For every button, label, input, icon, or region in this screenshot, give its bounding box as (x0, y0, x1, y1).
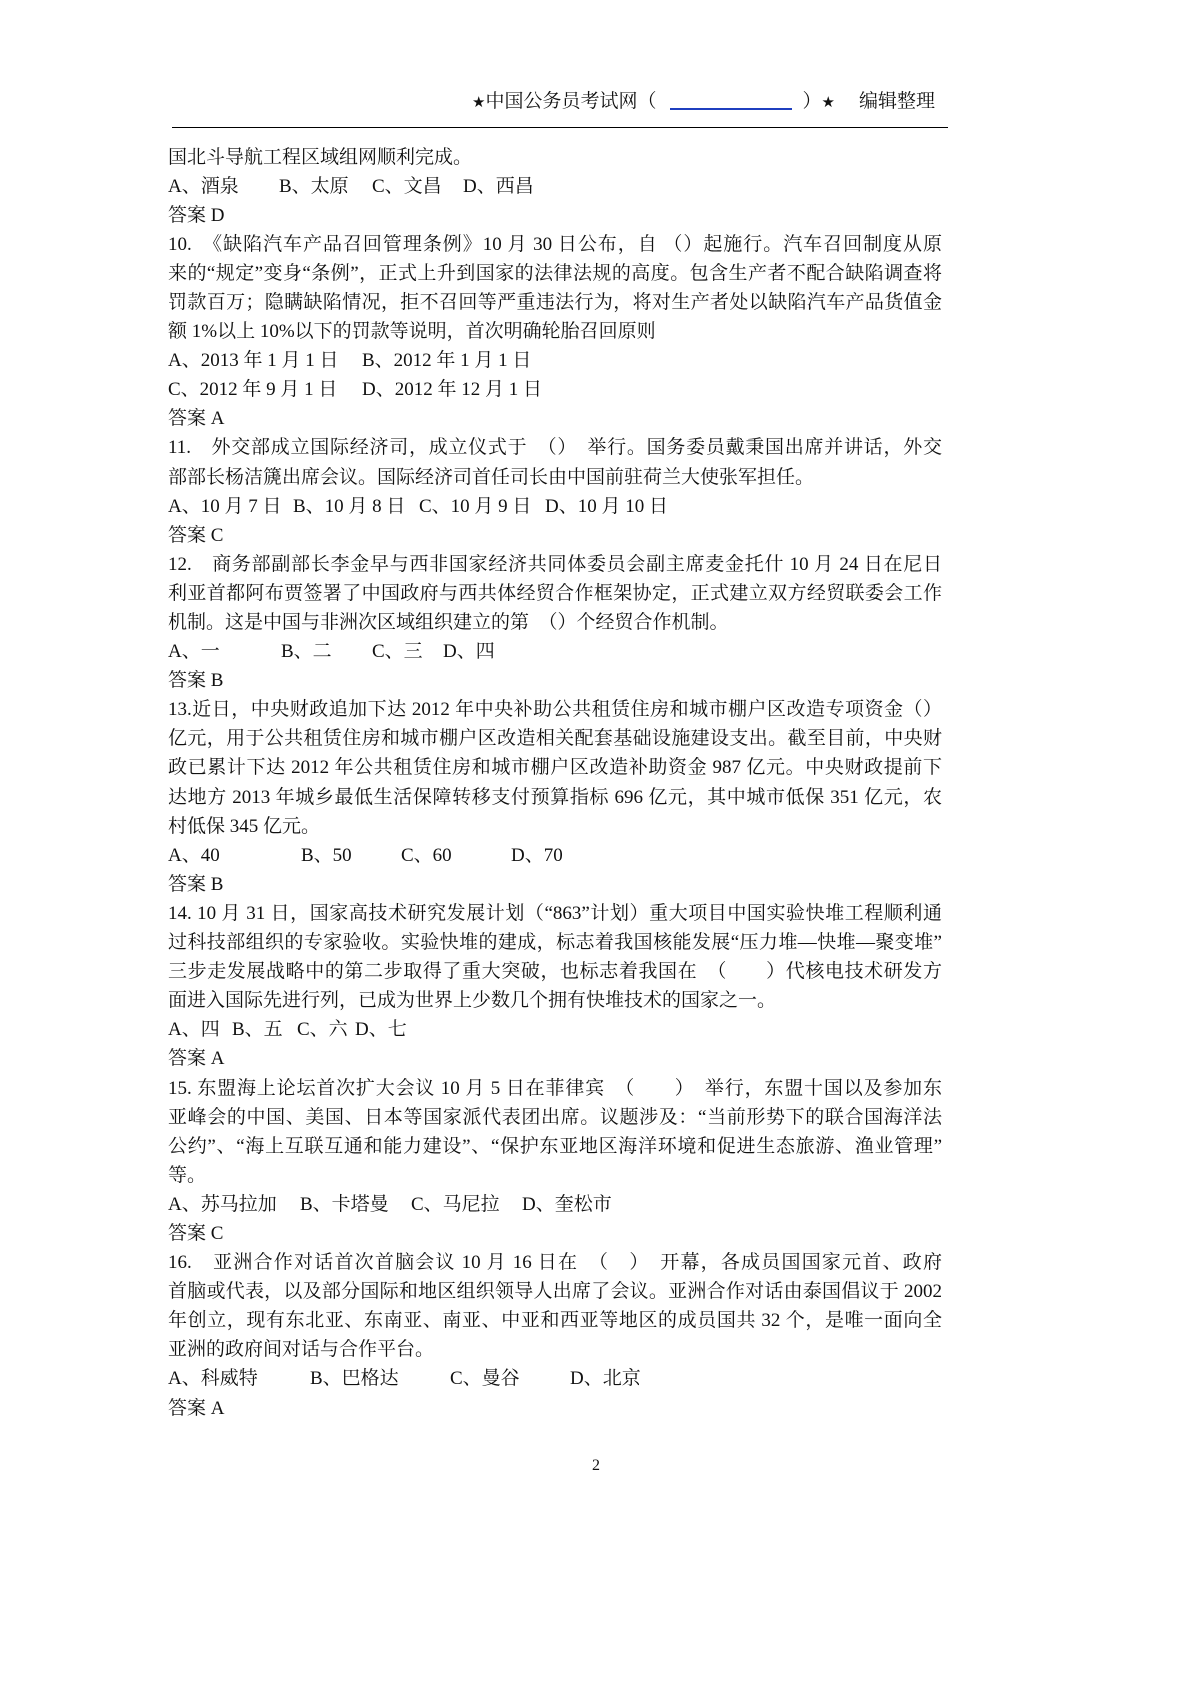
option-d: D、西昌 (463, 175, 534, 197)
option-c: C、60 (401, 844, 452, 866)
option-d: D、七 (355, 1019, 407, 1041)
site-name: 中国公务员考试网（ (485, 90, 657, 112)
answer-line: 答案 B (168, 873, 224, 895)
editor-note: 编辑整理 (858, 90, 935, 112)
page-number: 2 (592, 1457, 600, 1474)
question-stem-line: 机制。这是中国与非洲次区域组织建立的第 （）个经贸合作机制。 (168, 612, 729, 633)
question-stem-line: 利亚首都阿布贾签署了中国政府与西共体经贸合作框架协定，正式建立双方经贸联委会工作 (168, 582, 942, 604)
option-d: D、2012 年 12 月 1 日 (362, 379, 542, 401)
question-stem-line: 部部长杨洁篪出席会议。国际经济司首任司长由中国前驻荷兰大使张军担任。 (168, 466, 815, 488)
question-stem-line: 亚洲的政府间对话与合作平台。 (168, 1339, 435, 1361)
option-d: D、奎松市 (522, 1193, 612, 1215)
question-stem-line: 额 1%以上 10%以下的罚款等说明，首次明确轮胎召回原则 (168, 321, 656, 343)
option-c: C、马尼拉 (411, 1193, 500, 1215)
options-line (168, 841, 942, 870)
option-c: C、2012 年 9 月 1 日 (168, 379, 338, 401)
option-a: A、酒泉 (168, 175, 239, 197)
option-d: D、70 (511, 844, 563, 866)
star-icon-left: ★ (472, 93, 486, 111)
option-a: A、科威特 (168, 1368, 258, 1390)
answer-line: 答案 C (168, 1222, 224, 1244)
option-c: C、文昌 (372, 175, 442, 197)
answer-line: 答案 C (168, 524, 224, 546)
option-b: B、巴格达 (310, 1368, 399, 1390)
option-b: B、10 月 8 日 (293, 495, 406, 517)
question-stem-line: 15. 东盟海上论坛首次扩大会议 10 月 5 日在菲律宾 （ ） 举行，东盟十国以及参加东 (168, 1077, 942, 1099)
question-stem-line: 政已累计下达 2012 年公共租赁住房和城市棚户区改造补助资金 987 亿元。中央财政提前下 (168, 757, 942, 779)
question-stem-line: 公约”、“海上互联互通和能力建设”、“保护东亚地区海洋环境和促进生态旅游、渔业管理” (168, 1135, 942, 1157)
question-stem-line: 年创立，现有东北亚、东南亚、南亚、中亚和西亚等地区的成员国共 32 个，是唯一面向全 (168, 1310, 942, 1332)
answer-line: 答案 D (168, 204, 225, 226)
answer-line: 答案 B (168, 670, 224, 692)
option-c: C、10 月 9 日 (419, 495, 532, 517)
option-a: A、10 月 7 日 (168, 495, 282, 517)
option-a: A、2013 年 1 月 1 日 (168, 350, 339, 372)
question-list (168, 143, 942, 1423)
question-stem-line: 过科技部组织的专家验收。实验快堆的建成，标志着我国核能发展“压力堆—快堆—聚变堆” (168, 932, 942, 954)
option-c: C、六 (297, 1019, 348, 1041)
question-stem-line: 亚峰会的中国、美国、日本等国家派代表团出席。议题涉及：“当前形势下的联合国海洋法 (168, 1106, 942, 1128)
option-b: B、五 (232, 1019, 283, 1041)
option-d: D、北京 (570, 1368, 641, 1390)
question-stem-line: 等。 (168, 1164, 207, 1186)
option-a: A、四 (168, 1019, 220, 1041)
question-stem-line: 面进入国际先进行列，已成为世界上少数几个拥有快堆技术的国家之一。 (168, 990, 777, 1012)
site-close-paren: ） (802, 90, 822, 112)
question-stem-line: 12. 商务部副部长李金早与西非国家经济共同体委员会副主席麦金托什 10 月 24 日在尼日 (168, 553, 942, 575)
answer-line: 答案 A (168, 1397, 225, 1419)
question-stem-line: 14. 10 月 31 日，国家高技术研究发展计划（“863”计划）重大项目中国实验快堆工程顺利通 (168, 902, 942, 924)
page-header (472, 84, 935, 114)
header-divider (172, 127, 948, 128)
question-stem-line: 首脑或代表，以及部分国际和地区组织领导人出席了会议。亚洲合作对话由泰国倡议于 2002 (168, 1281, 942, 1303)
answer-line: 答案 A (168, 1048, 225, 1070)
option-a: A、苏马拉加 (168, 1193, 277, 1215)
option-d: D、10 月 10 日 (545, 495, 668, 517)
option-b: B、卡塔曼 (300, 1193, 389, 1215)
options-line (168, 1015, 942, 1044)
question-stem-line: 16. 亚洲合作对话首次首脑会议 10 月 16 日在 （ ） 开幕，各成员国国家元首、政府 (168, 1252, 942, 1274)
question-stem-line: 三步走发展战略中的第二步取得了重大突破，也标志着我国在 （ ）代核电技术研发方 (168, 961, 942, 983)
option-c: C、曼谷 (450, 1368, 520, 1390)
options-line (168, 1190, 942, 1219)
site-link-blank[interactable] (670, 88, 792, 110)
options-line (168, 172, 942, 201)
question-stem-line: 达地方 2013 年城乡最低生活保障转移支付预算指标 696 亿元，其中城市低保 351 亿元，农 (168, 786, 942, 808)
options-line (168, 1364, 942, 1393)
question-stem-line: 亿元，用于公共租赁住房和城市棚户区改造相关配套基础设施建设支出。截至目前，中央财 (168, 728, 942, 750)
option-a: A、40 (168, 844, 220, 866)
option-b: B、50 (301, 844, 352, 866)
question-stem-line: 11. 外交部成立国际经济司，成立仪式于 （） 举行。国务委员戴秉国出席并讲话，外交 (168, 437, 942, 459)
option-a: A、一 (168, 641, 220, 663)
options-line (168, 637, 942, 666)
question-stem-line: 国北斗导航工程区域组网顺利完成。 (168, 146, 473, 168)
question-stem-line: 13.近日，中央财政追加下达 2012 年中央补助公共租赁住房和城市棚户区改造专项资金（） (168, 699, 942, 721)
answer-line: 答案 A (168, 408, 225, 430)
star-icon-right: ★ (821, 93, 835, 111)
options-line (168, 346, 942, 375)
question-stem-line: 村低保 345 亿元。 (168, 815, 321, 837)
option-b: B、2012 年 1 月 1 日 (362, 350, 532, 372)
option-b: B、太原 (279, 175, 349, 197)
options-line (168, 492, 942, 521)
option-b: B、二 (281, 641, 332, 663)
option-c: C、三 (372, 641, 423, 663)
question-stem-line: 10. 《缺陷汽车产品召回管理条例》10 月 30 日公布，自 （）起施行。汽车召回制度从原 (168, 233, 942, 255)
question-stem-line: 来的“规定”变身“条例”，正式上升到国家的法律法规的高度。包含生产者不配合缺陷调查将 (168, 262, 942, 284)
question-stem-line: 罚款百万；隐瞒缺陷情况，拒不召回等严重违法行为，将对生产者处以缺陷汽车产品货值金 (168, 291, 942, 313)
options-line (168, 375, 942, 404)
option-d: D、四 (443, 641, 495, 663)
